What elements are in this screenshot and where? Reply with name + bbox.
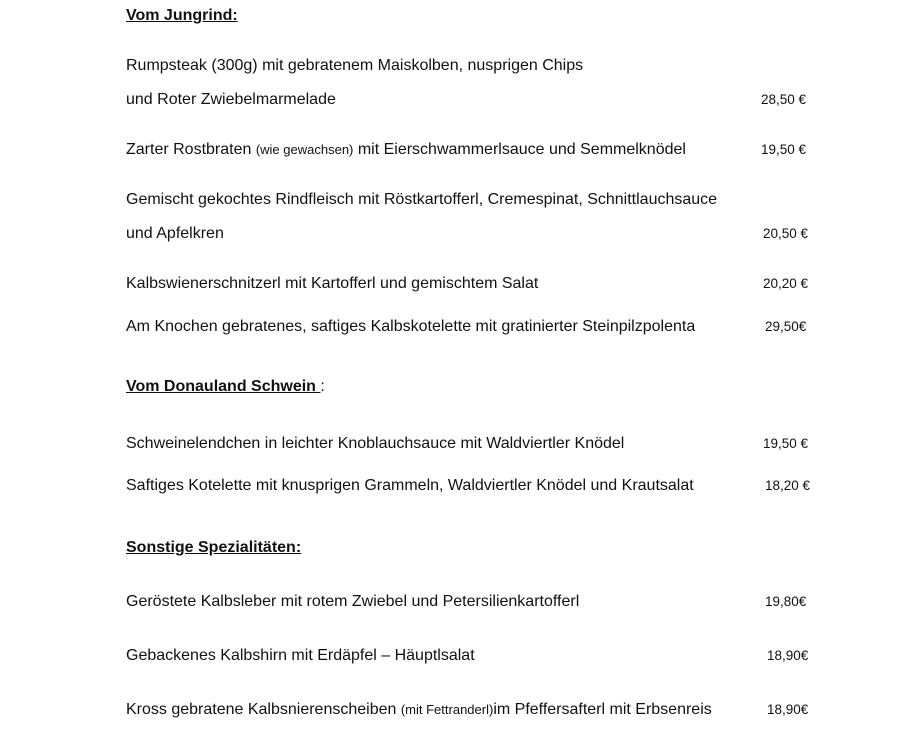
menu-item-kalbsnieren-text-post: im Pfeffersafterl mit Erbsenreis bbox=[493, 701, 712, 718]
menu-item-rostbraten-text-post: mit Eierschwammerlsauce und Semmelknödel bbox=[353, 141, 686, 158]
menu-item-kalbshirn: Gebackenes Kalbshirn mit Erdäpfel – Häuptlsalat bbox=[126, 647, 475, 664]
menu-item-rindfleisch-line1: Gemischt gekochtes Rindfleisch mit Röstkartofferl, Cremespinat, Schnittlauchsauce bbox=[126, 191, 718, 208]
menu-item-kalbshirn-price: 18,90€ bbox=[767, 648, 809, 663]
section-heading-schwein: Vom Donauland Schwein bbox=[126, 378, 321, 395]
menu-item-rostbraten-note: (wie gewachsen) bbox=[255, 142, 354, 157]
menu-item-rostbraten-text-pre: Zarter Rostbraten bbox=[126, 141, 256, 158]
menu-item-schweinelendchen-price: 19,50 € bbox=[763, 436, 809, 451]
menu-item-kalbswienerschnitzerl-price: 20,20 € bbox=[763, 276, 809, 291]
menu-item-kalbsleber: Geröstete Kalbsleber mit rotem Zwiebel und Petersilienkartofferl bbox=[126, 593, 580, 610]
menu-item-rindfleisch-line2: und Apfelkren bbox=[126, 225, 224, 242]
menu-item-rindfleisch-price: 20,50 € bbox=[763, 226, 809, 241]
menu-item-kalbswienerschnitzerl: Kalbswienerschnitzerl mit Kartofferl und gemischtem Salat bbox=[126, 275, 539, 292]
menu-item-kalbskotelette: Am Knochen gebratenes, saftiges Kalbskotelette mit gratinierter Steinpilzpolenta bbox=[126, 318, 696, 335]
menu-item-kalbsnieren-text-pre: Kross gebratene Kalbsnierenscheiben bbox=[126, 701, 401, 718]
section-heading-sonstige: Sonstige Spezialitäten: bbox=[126, 539, 302, 556]
menu-item-kalbsnieren bbox=[126, 700, 712, 720]
menu-item-rostbraten bbox=[126, 140, 686, 160]
menu-item-kotelette-price: 18,20 € bbox=[765, 478, 811, 493]
menu-item-rostbraten-price: 19,50 € bbox=[761, 142, 807, 157]
menu-item-kalbsnieren-price: 18,90€ bbox=[767, 702, 809, 717]
section-heading-schwein-colon: : bbox=[320, 378, 325, 395]
menu-item-kalbsleber-price: 19,80€ bbox=[765, 594, 807, 609]
menu-item-rumpsteak-line1: Rumpsteak (300g) mit gebratenem Maiskolben, nusprigen Chips bbox=[126, 57, 584, 74]
menu-item-kalbsnieren-note: (mit Fettranderl) bbox=[400, 702, 494, 717]
menu-item-kalbskotelette-price: 29,50€ bbox=[765, 319, 807, 334]
section-heading-schwein-wrap bbox=[126, 377, 325, 397]
menu-item-rumpsteak-line2: und Roter Zwiebelmarmelade bbox=[126, 91, 336, 108]
menu-item-rumpsteak-price: 28,50 € bbox=[761, 92, 807, 107]
menu-item-schweinelendchen: Schweinelendchen in leichter Knoblauchsauce mit Waldviertler Knödel bbox=[126, 435, 625, 452]
section-heading-jungrind: Vom Jungrind: bbox=[126, 7, 238, 24]
menu-item-kotelette: Saftiges Kotelette mit knusprigen Grammeln, Waldviertler Knödel und Krautsalat bbox=[126, 477, 694, 494]
